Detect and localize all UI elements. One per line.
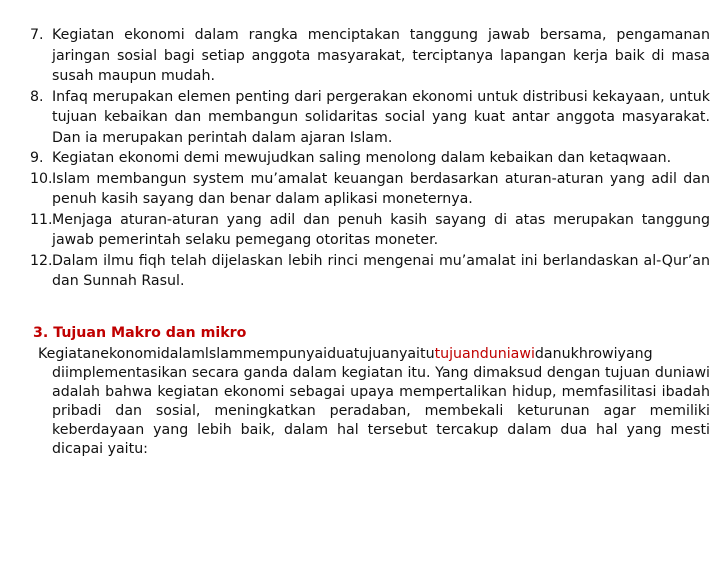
list-item-text: Dalam ilmu fiqh telah dijelaskan lebih rinci mengenai mu’amalat ini berlandaskan al-Qur’an dan Sunnah Rasul. xyxy=(52,252,710,289)
list-item xyxy=(30,169,710,210)
list-item-number: 11. xyxy=(30,211,53,228)
numbered-list xyxy=(30,25,710,292)
list-item-text: Infaq merupakan elemen penting dari pergerakan ekonomi untuk distribusi kekayaan, untuk tujuan kebaikan dan membangun solidaritas social yang kuat antar anggota masyarakat. Dan ia merupakan perintah dalam ajaran Islam. xyxy=(52,88,710,146)
list-item-text: Kegiatan ekonomi dalam rangka menciptakan tanggung jawab bersama, pengamanan jaringan sosial bagi setiap anggota masyarakat, terciptanya lapangan kerja baik di masa susah maupun mudah. xyxy=(52,27,710,84)
list-item xyxy=(30,251,710,292)
list-item xyxy=(30,87,710,149)
section-tujuan xyxy=(33,323,710,473)
list-item-number: 9. xyxy=(30,150,44,166)
list-item-number: 7. xyxy=(30,27,44,43)
list-item-number: 8. xyxy=(30,88,44,105)
list-item xyxy=(30,210,710,251)
section-paragraph xyxy=(33,345,710,459)
list-item-text: Kegiatan ekonomi demi mewujudkan saling menolong dalam kebaikan dan ketaqwaan. xyxy=(52,150,672,166)
list-item xyxy=(30,148,710,169)
list-item-number: 10. xyxy=(30,170,53,187)
paragraph-text-rest: danukhrowiyang diimplementasikan secara ganda dalam kegiatan itu. Yang dimaksud dengan tujuan duniawi adalah bahwa kegiatan ekonomi sebagai upaya mempertalikan hidup, memfasilitasi ibadah pribadi dan sosial, meningkatkan peradaban, membekali keturunan agar memiliki keberdayaan yang lebih baik, dalam hal tersebut tercakup dalam dua hal yang mesti dicapai yaitu: xyxy=(52,346,710,457)
section-heading: 3. Tujuan Makro dan mikro xyxy=(33,325,247,341)
list-item-number: 12. xyxy=(30,252,53,269)
list-item-text: Menjaga aturan-aturan yang adil dan penuh kasih sayang di atas merupakan tanggung jawab pemerintah selaku pemegang otoritas moneter. xyxy=(52,211,710,248)
list-item-text: Islam membangun system mu’amalat keuangan berdasarkan aturan-aturan yang adil dan penuh kasih sayang dan benar dalam aplikasi moneternya. xyxy=(52,170,710,207)
list-item xyxy=(30,25,710,87)
highlighted-term: tujuanduniawi xyxy=(434,346,535,362)
paragraph-text-start: Kegiatanekonomidalamlslammempunyaiduatujuanyaitu xyxy=(38,346,435,362)
